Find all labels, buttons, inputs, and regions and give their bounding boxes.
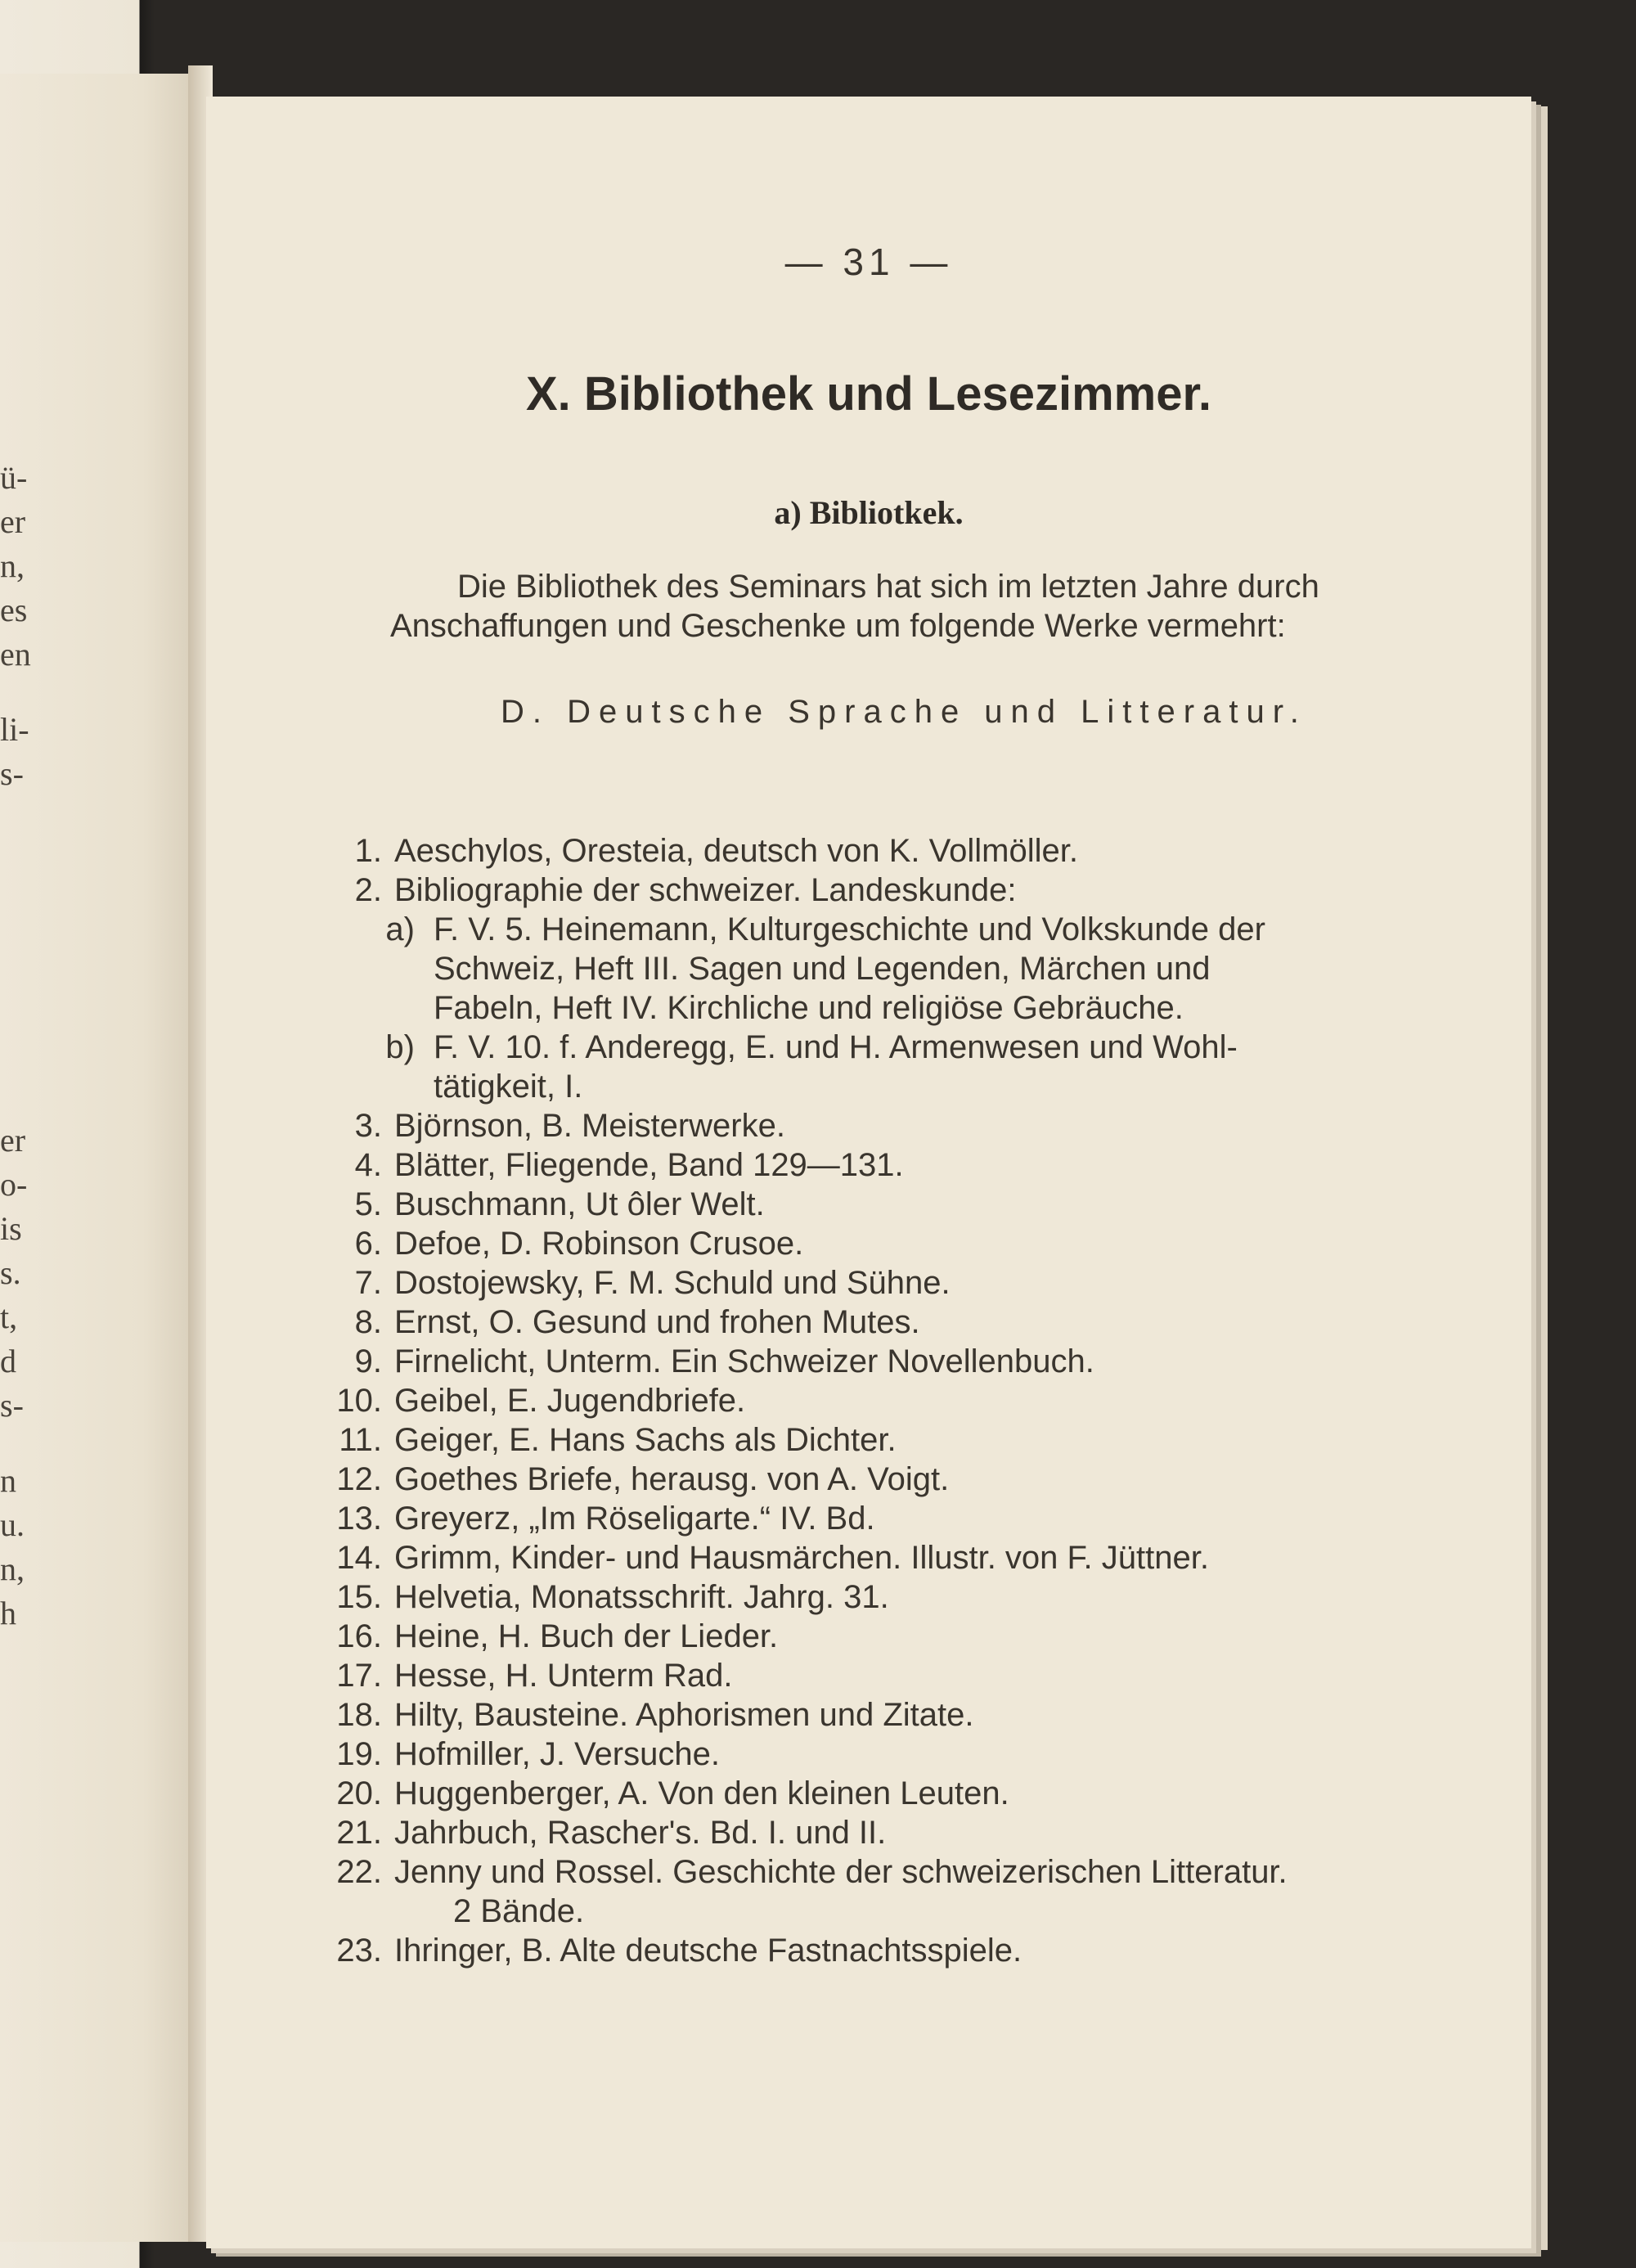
fragment: er	[0, 503, 26, 540]
fragment: s-	[0, 1387, 24, 1424]
item-text: Hilty, Bausteine. Aphorismen und Zitate.	[394, 1697, 974, 1733]
item-text: tätigkeit, I.	[434, 1069, 583, 1105]
item-text: Grimm, Kinder- und Hausmärchen. Illustr. von F. Jüttner.	[394, 1540, 1209, 1576]
fragment: n	[0, 1462, 16, 1499]
intro-paragraph	[390, 567, 1552, 646]
fragment: n,	[0, 1550, 25, 1587]
item-text: Defoe, D. Robinson Crusoe.	[394, 1226, 804, 1262]
section-subheading: a) Bibliotkek.	[774, 494, 964, 531]
item-text: Huggenberger, A. Von den kleinen Leuten.	[394, 1775, 1009, 1811]
item-number: 3.	[354, 1108, 382, 1144]
item-text: Geiger, E. Hans Sachs als Dichter.	[394, 1422, 897, 1458]
item-number: 6.	[354, 1226, 382, 1262]
item-number: 17.	[336, 1658, 382, 1694]
item-number: 8.	[354, 1304, 382, 1340]
item-number: 22.	[336, 1854, 382, 1890]
item-text: Blätter, Fliegende, Band 129—131.	[394, 1147, 904, 1183]
item-text: Firnelicht, Unterm. Ein Schweizer Novellenbuch.	[394, 1343, 1094, 1379]
chapter-heading: X. Bibliothek und Lesezimmer.	[526, 367, 1211, 421]
list-section-title: D. Deutsche Sprache und Litteratur.	[501, 694, 1307, 730]
item-number: 10.	[336, 1383, 382, 1419]
item-number: 9.	[354, 1343, 382, 1379]
item-text: Fabeln, Heft IV. Kirchliche und religiöse Gebräuche.	[434, 990, 1184, 1026]
item-number: 2.	[354, 872, 382, 908]
fragment: en	[0, 636, 31, 673]
item-text: 2 Bände.	[453, 1893, 585, 1929]
item-text: Heine, H. Buch der Lieder.	[394, 1618, 779, 1654]
item-number: 20.	[336, 1775, 382, 1811]
fragment: er	[0, 1122, 26, 1159]
item-number: 1.	[354, 833, 382, 869]
item-text: Geibel, E. Jugendbriefe.	[394, 1383, 746, 1419]
item-text: Hesse, H. Unterm Rad.	[394, 1658, 733, 1694]
fragment: ü-	[0, 459, 28, 496]
intro-line: Anschaffungen und Geschenke um folgende Werke vermehrt:	[390, 608, 1286, 644]
item-text: Ihringer, B. Alte deutsche Fastnachtsspiele.	[394, 1933, 1022, 1969]
item-number: b)	[385, 1029, 415, 1065]
item-text: Hofmiller, J. Versuche.	[394, 1736, 720, 1772]
item-text: F. V. 10. f. Anderegg, E. und H. Armenwesen und Wohl-	[434, 1029, 1238, 1065]
item-text: Helvetia, Monatsschrift. Jahrg. 31.	[394, 1579, 889, 1615]
item-text: Schweiz, Heft III. Sagen und Legenden, Märchen und	[434, 951, 1211, 987]
item-number: 18.	[336, 1697, 382, 1733]
fragment: h	[0, 1595, 16, 1631]
item-text: Ernst, O. Gesund und frohen Mutes.	[394, 1304, 920, 1340]
page-number: — 31 —	[784, 241, 953, 283]
item-number: 5.	[354, 1186, 382, 1222]
fragment: d	[0, 1343, 16, 1379]
fragment: t,	[0, 1298, 18, 1335]
item-text: Goethes Briefe, herausg. von A. Voigt.	[394, 1461, 950, 1497]
document-page	[206, 97, 1531, 2248]
item-text: Buschmann, Ut ôler Welt.	[394, 1186, 765, 1222]
fragment: s-	[0, 755, 24, 792]
item-text: Dostojewsky, F. M. Schuld und Sühne.	[394, 1265, 951, 1301]
intro-line: Die Bibliothek des Seminars hat sich im letzten Jahre durch	[457, 569, 1319, 605]
item-number: 11.	[339, 1422, 382, 1458]
fragment: li-	[0, 711, 29, 748]
item-number: a)	[385, 911, 415, 947]
item-text: Björnson, B. Meisterwerke.	[394, 1108, 785, 1144]
fragment: is	[0, 1210, 22, 1247]
fragment: o-	[0, 1166, 28, 1203]
item-number: 21.	[336, 1815, 382, 1851]
item-number: 12.	[336, 1461, 382, 1497]
item-text: Bibliographie der schweizer. Landeskunde:	[394, 872, 1017, 908]
item-text: Jenny und Rossel. Geschichte der schweizerischen Litteratur.	[394, 1854, 1288, 1890]
item-number: 4.	[354, 1147, 382, 1183]
fragment: u.	[0, 1506, 25, 1543]
facing-page	[0, 74, 204, 2242]
item-number: 23.	[336, 1933, 382, 1969]
item-text: Aeschylos, Oresteia, deutsch von K. Vollmöller.	[394, 833, 1078, 869]
item-text: F. V. 5. Heinemann, Kulturgeschichte und Volkskunde der	[434, 911, 1265, 947]
item-number: 15.	[336, 1579, 382, 1615]
item-number: 7.	[354, 1265, 382, 1301]
item-number: 16.	[336, 1618, 382, 1654]
item-text: Jahrbuch, Rascher's. Bd. I. und II.	[394, 1815, 887, 1851]
fragment: s.	[0, 1254, 21, 1291]
fragment: es	[0, 592, 28, 628]
item-number: 13.	[336, 1501, 382, 1537]
page-edge	[1531, 106, 1548, 2250]
fragment: n,	[0, 547, 25, 584]
item-number: 19.	[336, 1736, 382, 1772]
item-number: 14.	[336, 1540, 382, 1576]
item-text: Greyerz, „Im Röseligarte.“ IV. Bd.	[394, 1501, 875, 1537]
